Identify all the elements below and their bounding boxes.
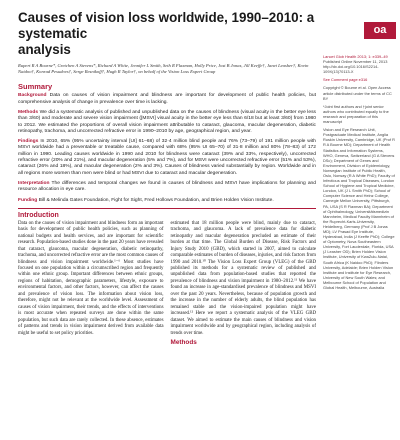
methods-label: Methods [18, 110, 39, 115]
methods-text: We did a systematic analysis of published and unpublished data on the causes of blindness (visual acuity in the better eye less than 3/60) and moderate and severe vision impairment ([MSVI] visual acuity in the better eye less than 6/18 but at least 3/60) from 1980 to 2012. We estimated the proportions of overall vision impairment attributable to cataract, glaucoma, macular degeneration, diabetic retinopathy, trachoma, and uncorrected refractive error in 1990–2010 by age, geographical region, and year. [18, 110, 317, 134]
findings-label: Findings [18, 139, 39, 145]
abstract-funding [18, 198, 316, 204]
abstract-methods [18, 110, 316, 135]
section-divider [18, 208, 316, 209]
contributor-note-text: *Joint first authors and †joint senior authors who contributed equally to the research and preparation of this manuscript [323, 103, 389, 125]
funding-text: Bill & Melinda Gates Foundation, Fight for Sight, Fred Hollows Foundation, and Brien Holden Vision Institute. [38, 197, 274, 203]
abstract-background [18, 93, 316, 106]
introduction-paragraph-2: estimated that 18 million people were blind, mainly due to cataract, trachoma, and glaucoma. A lack of prevalence data for diabetic retinopathy and macular degeneration precluded an estimate of their burden at that time. The Global Burden of Disease, Risk Factors and Injury Study 2010 (GBD), which started in 2007, aimed to calculate comparable estimates of burden of diseases, injuries, and risk factors from 1990 and 2010.¹⁰ The Vision Loss Expert Group (VLEG) of the GBD published its methods for a systematic review of published and unpublished data from population-based studies that reported the prevalence of blindness and vision impairment in 1980–2012.¹¹ We have found an increase in age-standardised prevalence of blindness and MSVI over the past 20 years. Nevertheless, because of population growth and the increase in the number of elderly adults, the blind population has remained stable and the vision-impaired population might have increased.¹² Here we report a systematic analysis of the VLEG GBD dataset. We aimed to estimate the main causes of blindness and vision impairment worldwide and by geographical region, including analysis of trends over time. [170, 220, 316, 336]
findings-text: In 2010, 65% (95% uncertainty interval [UI] 61–68) of 32·4 million blind people and 76% (73–79) of 191 million people with MSVI worldwide had a preventable or treatable cause, compared with 68% (95% UI 65–70) of 31·8 million and 80% (78–83) of 172 million in 1990. Leading causes worldwide in 1990 and 2010 for blindness were cataract (39% and 33%, respectively), uncorrected refractive error (20% and 21%), and macular degeneration (5% and 7%), and for MSVI were uncorrected refractive error (51% and 53%), cataract (26% and 18%), and macular degeneration (2% and 3%). Causes of blindness varied substantially by region. Worldwide and in all regions more women than men were blind or had MSVI due to cataract and macular degeneration. [18, 139, 316, 176]
copyright-text: Copyright © Bourne et al. Open Access article distributed under the terms of CC BY [323, 85, 392, 101]
journal-citation-link[interactable]: Lancet Glob Health 2013; 1: e339–49 [323, 54, 388, 59]
background-text: Data on causes of vision impairment and blindness are important for development of public health policies, but comprehensive analysis of change in prevalence over time is lacking. [18, 93, 316, 105]
abstract-interpretation [18, 181, 316, 194]
main-column [18, 10, 316, 346]
methods-heading: Methods [170, 339, 197, 347]
abstract-findings [18, 139, 316, 177]
abstract [18, 93, 316, 203]
body-columns [18, 221, 316, 347]
introduction-heading: Introduction [18, 211, 59, 219]
funding-label: Funding [18, 197, 38, 203]
citation-block [323, 54, 395, 74]
comment-block [323, 77, 395, 82]
sidebar-column [323, 54, 395, 293]
published-online-text: Published Online November 11, 2013 http://dx.doi.org/10.1016/S2214-109X(13)70113-X [323, 59, 388, 75]
article-title [18, 10, 316, 58]
affiliations-block [323, 127, 395, 290]
introduction-paragraph-1: Data on the causes of vision impairment and blindness form an important basis for development of public health policies, such as planning of national budgets and health services, and are important for scientific research. Population-based studies done in the past 20 years have revealed that cataract, glaucoma, macular degeneration, diabetic retinopathy, trachoma, and uncorrected refractive error are the most common causes of blindness and vision impairment worldwide.¹⁻⁶ Most studies have focused on one population within a circumscribed region and frequently within one ethnic group. Important differences between ethnic groups, regions of habitation, demographic parameters, lifestyle, exposure to environmental factors, and other factors, however, can affect the causes and prevalence of vision loss. The information about vision loss, therefore, might not be relevant at the worldwide level. Assessment of causes of vision impairment, their trends, and the effects of interventions is most accurate when repeated surveys are done within the same population, but such data are rarely collected. In these absence, estimates of patterns and trends in vision impairment derived from available data might be useful to set policy priorities. [18, 220, 164, 336]
title-line-2: analysis [18, 42, 71, 57]
affiliations-text: Vision and Eye Research Unit, Postgraduate Medical Institute, Anglia Ruskin University, Cambridge, UK (Prof R R A Bourne MD); Department of Health Statistics and Information Systems, WHO, Geneva, Switzerland (G A Stevens DSc); Department of Genes and Environment, Division of Epidemiology, Norwegian Institute of Public Health, Oslo, Norway (R A White PhD); Faculty of Infectious and Tropical Diseases, London School of Hygiene and Tropical Medicine, London, UK (J L Smith PhD); School of Computer Science and Heinz College, Carnegie Mellon University, Pittsburgh, PA, USA (S R Flaxman BA); Department of Ophthalmology, Universitätsmedizin Mannheim, Medical Faculty Mannheim of the Ruprecht-Karls-University, Heidelberg, Germany (Prof J B Jonas MD); LV Prasad Eye Institute, Hyderabad, India (J Keeffe PhD); College of Optometry, Nova Southeastern University, Fort Lauderdale, Florida, USA (J Leasher OD); Brien Holden Vision Institute, University of KwaZulu-Natal, South Africa (K Naidoo PhD); Flinders University, Adelaide; Brien Holden Vision Institute and Institute for Eye Research, University of New South Wales; and Melbourne School of Population and Global Health, Melbourne, Australia [323, 127, 395, 291]
background-label: Background [18, 93, 47, 99]
author-list: Rupert R A Bourne*, Gretchen A Stevens*, Richard A White, Jennifer L Smith, Seth R Flaxman, Holly Price, Jost B Jonas, Jill Keeffe†, Janet Leasher†, Kovin Naidoo†, Konrad Pesudovs†, Serge Resnikoff†, Hugh R Taylor†, on behalf of the Vision Loss Expert Group [18, 63, 309, 75]
interpretation-text: The differences and temporal changes we found in causes of blindness and MSVI have implications for planning and resource allocation in eye care. [18, 180, 316, 193]
body-column-right [171, 221, 317, 347]
body-column-left [18, 221, 164, 347]
interpretation-label: Interpretation [18, 180, 50, 186]
summary-heading: Summary [18, 82, 53, 92]
copyright-block [323, 85, 395, 100]
comment-link[interactable]: See Comment page e316 [323, 77, 368, 83]
contributor-note-block [323, 104, 395, 124]
open-access-logo: oa [364, 22, 396, 39]
title-line-1: Causes of vision loss worldwide, 1990–2010: a systematic [18, 10, 315, 41]
